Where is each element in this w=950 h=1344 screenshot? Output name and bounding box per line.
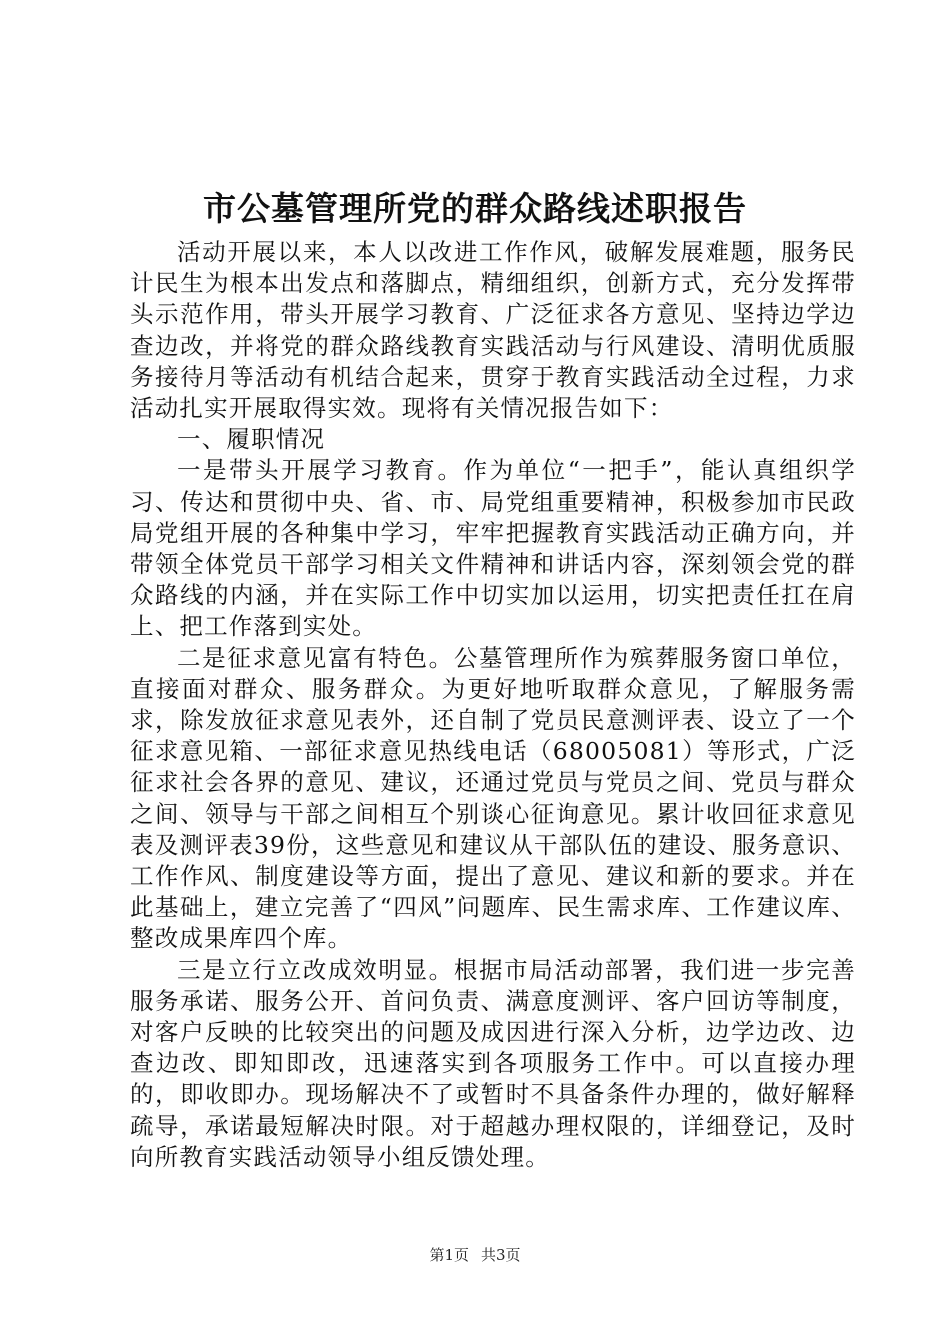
page-footer	[0, 1244, 950, 1266]
paragraph-study: 一是带头开展学习教育。作为单位“一把手”，能认真组织学习、传达和贯彻中央、省、市、局党组重要精神，积极参加市民政局党组开展的各种集中学习，牢牢把握教育实践活动正确方向，并带领全体党员干部学习相关文件精神和讲话内容，深刻领会党的群众路线的内涵，并在实际工作中切实加以运用，切实把责任扛在肩上、把工作落到实处。	[130, 456, 856, 641]
page-number: 第1页	[429, 1246, 469, 1264]
paragraph-rectification: 三是立行立改成效明显。根据市局活动部署，我们进一步完善服务承诺、服务公开、首问负责、满意度测评、客户回访等制度，对客户反映的比较突出的问题及成因进行深入分析，边学边改、边查边改、即知即改，迅速落实到各项服务工作中。可以直接办理的，即收即办。现场解决不了或暂时不具备条件办理的，做好解释疏导，承诺最短解决时限。对于超越办理权限的，详细登记，及时向所教育实践活动领导小组反馈处理。	[130, 955, 856, 1171]
intro-paragraph: 活动开展以来，本人以改进工作作风，破解发展难题，服务民计民生为根本出发点和落脚点，精细组织，创新方式，充分发挥带头示范作用，带头开展学习教育、广泛征求各方意见、坚持边学边查边改，并将党的群众路线教育实践活动与行风建设、清明优质服务接待月等活动有机结合起来，贯穿于教育实践活动全过程，力求活动扎实开展取得实效。现将有关情况报告如下：	[130, 238, 856, 423]
page-total: 共3页	[481, 1246, 521, 1264]
document-title: 市公墓管理所党的群众路线述职报告	[203, 189, 747, 228]
paragraph-opinions: 二是征求意见富有特色。公墓管理所作为殡葬服务窗口单位，直接面对群众、服务群众。为更好地听取群众意见，了解服务需求，除发放征求意见表外，还自制了党员民意测评表、设立了一个征求意见箱、一部征求意见热线电话（68005081）等形式，广泛征求社会各界的意见、建议，还通过党员与党员之间、党员与群众之间、领导与干部之间相互个别谈心征询意见。累计收回征求意见表及测评表39份，这些意见和建议从干部队伍的建设、服务意识、工作作风、制度建设等方面，提出了意见、建议和新的要求。并在此基础上，建立完善了“四风”问题库、民生需求库、工作建议库、整改成果库四个库。	[130, 643, 856, 953]
document-body	[130, 237, 856, 1173]
section-heading: 一、履职情况	[177, 425, 326, 454]
